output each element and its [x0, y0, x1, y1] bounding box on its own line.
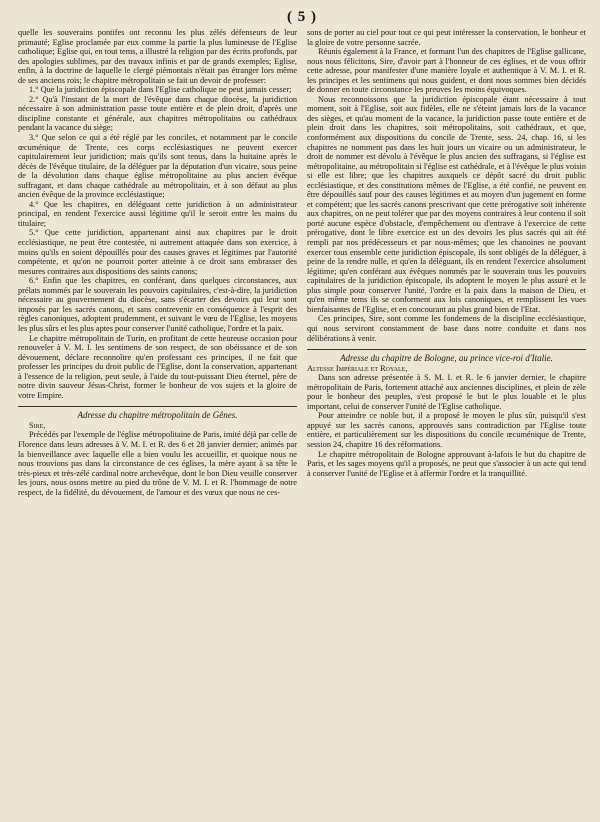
salutation: Altesse Impériale et Royale, — [307, 363, 408, 373]
paragraph: 3.° Que selon ce qui a été réglé par les conciles, et notamment par le concile œcuménique de Trente, ces corps ecclésiastiques ne peuvent exercer capitulairement leur juridiction; mais qu'ils sont tenus, dans la huitaine après le décès de l'évêque titulaire, de la déléguer par la députation d'un vicaire, sous peine de la dévolution dans chaque église métropolitaine au plus ancien évêque suffragant, et dans chaque cathédrale au métropolitain, et à son défaut au plus ancien évêque de la province ecclésiastique; — [18, 133, 297, 200]
salutation: Sire, — [29, 420, 46, 430]
left-column — [18, 28, 297, 820]
paragraph: Le chapitre métropolitain de Turin, en profitant de cette heureuse occasion pour renouveler à V. M. I. les sentimens de son respect, de son obéissance et de son dévouement, déclare reconnoître qu'en professant ces principes, il ne fait que professer les principes du droit public de l'Eglise, dont la conservation, appartenant à l'essence de la religion, peut seule, à l'aide du tout-puissant Dieu éternel, père de notre divin sauveur Jésus-Christ, former le bonheur de vos sujets et la gloire de votre Empire. — [18, 333, 297, 400]
right-column — [307, 28, 586, 820]
paragraph: 1.° Que la juridiction épiscopale dans l'Eglise catholique ne peut jamais cesser; — [29, 85, 292, 95]
paragraph: 2.° Qu'à l'instant de la mort de l'évêque dans chaque diocèse, la juridiction nécessaire à son administration passe toute entière et de plein droit, d'après une discipline constante et générale, aux chapitres métropolitains ou cathédraux pendant la vacance du siège; — [18, 94, 297, 133]
section-divider — [18, 406, 297, 407]
paragraph: 6.° Enfin que les chapitres, en conférant, dans quelques circonstances, aux prélats nommés par le souverain les pouvoirs capitulaires, c'est-à-dire, la juridiction nécessaire au gouvernement du diocèse, sans s'écarter des devoirs qui leur sont imposés par les sacrés canons, et sans contrevenir en conséquence à l'esprit des règles canoniques, adoptent prudemment, et suivant le vœu de l'Eglise, les moyens les plus sûrs et les plus aptes pour conserver l'unité catholique, l'ordre et la paix. — [18, 276, 297, 333]
paragraph: quelle les souverains pontifes ont reconnu les plus zélés défenseurs de leur primauté; Eglise proclamée par eux comme la partie la plus lumineuse de l'Eglise catholique; Eglise qui, en tout tems, a illustré la religion par des écrits profonds, par des apologies sublimes, par des travaux infinis et par de grands exemples; Eglise, enfin, à la doctrine de laquelle le clergé piémontais n'était pas étranger lors même de ses anciens rois; le chapitre métropolitain se fait un devoir de professer: — [18, 28, 297, 85]
paragraph: Pour atteindre ce noble but, il a proposé le moyen le plus sûr, puisqu'il s'est appuyé sur les sacrés canons, approuvés sans contradiction par l'Eglise toute entière, et particulièrement sur les dispositions du concile œcuménique de Trente, session 24, chapitre 16 des réformations. — [307, 411, 586, 449]
paragraph: 5.° Que cette juridiction, appartenant ainsi aux chapitres par le droit ecclésiastique, ne peut être contestée, ni autrement attaquée dans son exercice, à moins qu'ils en soient dépouillés pour des causes graves et légitimes par l'autorité compétente, et qu'on ne pourroit porter atteinte à ce droit sans embrasser des mesures contraires aux dispositions des saints canons; — [18, 228, 297, 276]
section-heading: Adresse du chapitre de Bologne, au prince vice-roi d'Italie. — [340, 353, 553, 364]
page-number: ( 5 ) — [287, 9, 317, 25]
paragraph: Ces principes, Sire, sont comme les fondemens de la discipline ecclésiastique, qui nous serviront constamment de base dans notre conduite et dans nos délibérations à venir. — [307, 314, 586, 343]
paragraph: Nous reconnoissons que la juridiction épiscopale étant nécessaire à tout moment, soit à l'Eglise, soit aux fidèles, elle ne s'éteint jamais lors de la vacance des sièges, et qu'au moment de la vacance, la juridiction passe toute entière et de plein droit dans les chapitres, soit métropolitains, soit cathédraux, et que, conformément aux dispositions du concile de Trente, sess. 24, chap. 16, si les chapitres ne nomment pas dans les huit jours un vicaire ou un administrateur, le droit de nommer est dévolu à l'évêque le plus ancien des suffragans, si l'église est métropolitaine, au métropolitain si l'église est cathédrale, et à l'évêque le plus voisin si elle est libre; que les chapitres auxquels ce dépôt sacré du droit public ecclésiastique, et des constitutions mêmes de l'Eglise, a été confié, ne peuvent en être dépouillés sauf pour des causes légitimes et au moyen d'un jugement en forme et compétent; que les sacrés canons prescrivant que cette prérogative soit inhérente aux chapitres, on ne peut tolérer que par des moyens contraires à leur contenu il soit porté aucune espèce d'obstacle, d'empêchement ou d'entrave à l'exercice de cette prérogative, dont le libre exercice est un des devoirs les plus sacrés qui ait été rempli par nos prédécesseurs et par nous-mêmes; que les chanoines ne pouvant exercer tous ensemble cette juridiction épiscopale, ils sont obligés de la déléguer, à peine de la rendre nulle, et qu'en la déléguant, ils en rendent l'exercice absolument légitime; qu'en conférant aux évêques nommés par le souverain tous les pouvoirs capitulaires de la juridiction épiscopale, ils adoptent le moyen le plus assuré et le plus simple pour conserver l'unité, l'ordre et la paix dans la maison de Dieu, et qu'en même tems ils se conforment aux lois canoniques, et remplissent les vues bienfaisantes de l'Eglise, et en concourant au plus grand bien de l'Etat. — [307, 94, 586, 314]
paragraph: Le chapitre métropolitain de Bologne approuvant à-lafois le but du chapitre de Paris, et les sages moyens qu'il a proposés, ne peut que s'associer à un acte qui tend à conserver l'unité de l'Eglise et à affermir l'ordre et la tranquillité. — [307, 449, 586, 478]
columns — [18, 28, 586, 820]
section-divider — [307, 349, 586, 350]
paragraph: Réunis également à la France, et formant l'un des chapitres de l'Eglise gallicane, nous nous félicitons, Sire, d'avoir part à l'honneur de ces églises, et de vous offrir cette adresse, pour manifester d'une manière loyale et authentique à V. M. I. et R. les principes et les sentimens qui nous guident, et dont nous sommes bien décidés de donner en toute circonstance les preuves les moins équivoques. — [307, 47, 586, 95]
section-heading: Adresse du chapitre métropolitain de Gênes. — [77, 410, 238, 421]
paragraph: 4.° Que les chapitres, en déléguant cette juridiction à un administrateur principal, en rendent l'exercice aussi légitime qu'il le seroit entre les mains du titulaire; — [18, 199, 297, 228]
paragraph: sons de porter au ciel pour tout ce qui peut intéresser la conservation, le bonheur et la gloire de votre personne sacrée. — [307, 28, 586, 47]
paragraph: Dans son adresse présentée à S. M. I. et R. le 6 janvier dernier, le chapitre métropolitain de Paris, fortement attaché aux anciennes disciplines, et plein de zèle pour le bonheur des peuples, s'est proposé le but le plus louable et le plus important, celui de conserver l'unité de l'Eglise catholique. — [307, 373, 586, 411]
paragraph: Précédés par l'exemple de l'église métropolitaine de Paris, imité déjà par celle de Florence dans leurs adresses à V. M. I. et R. des 6 et 28 janvier dernier; animés par la bienveillance avec laquelle elle a bien voulu les accueillir, et quoique nous ne nous trouvions pas dans la circonstance de ces églises, la mère ayant à sa tête le très-pieux et très-zélé cardinal notre archevêque, dont le bon Dieu veuille conserver les jours, nous osons mettre au pied du trône de V. M. I. et R. l'hommage de notre respect, de la fidélité, du dévouement, de l'amour et des vœux que nous ne ces- — [18, 430, 297, 497]
